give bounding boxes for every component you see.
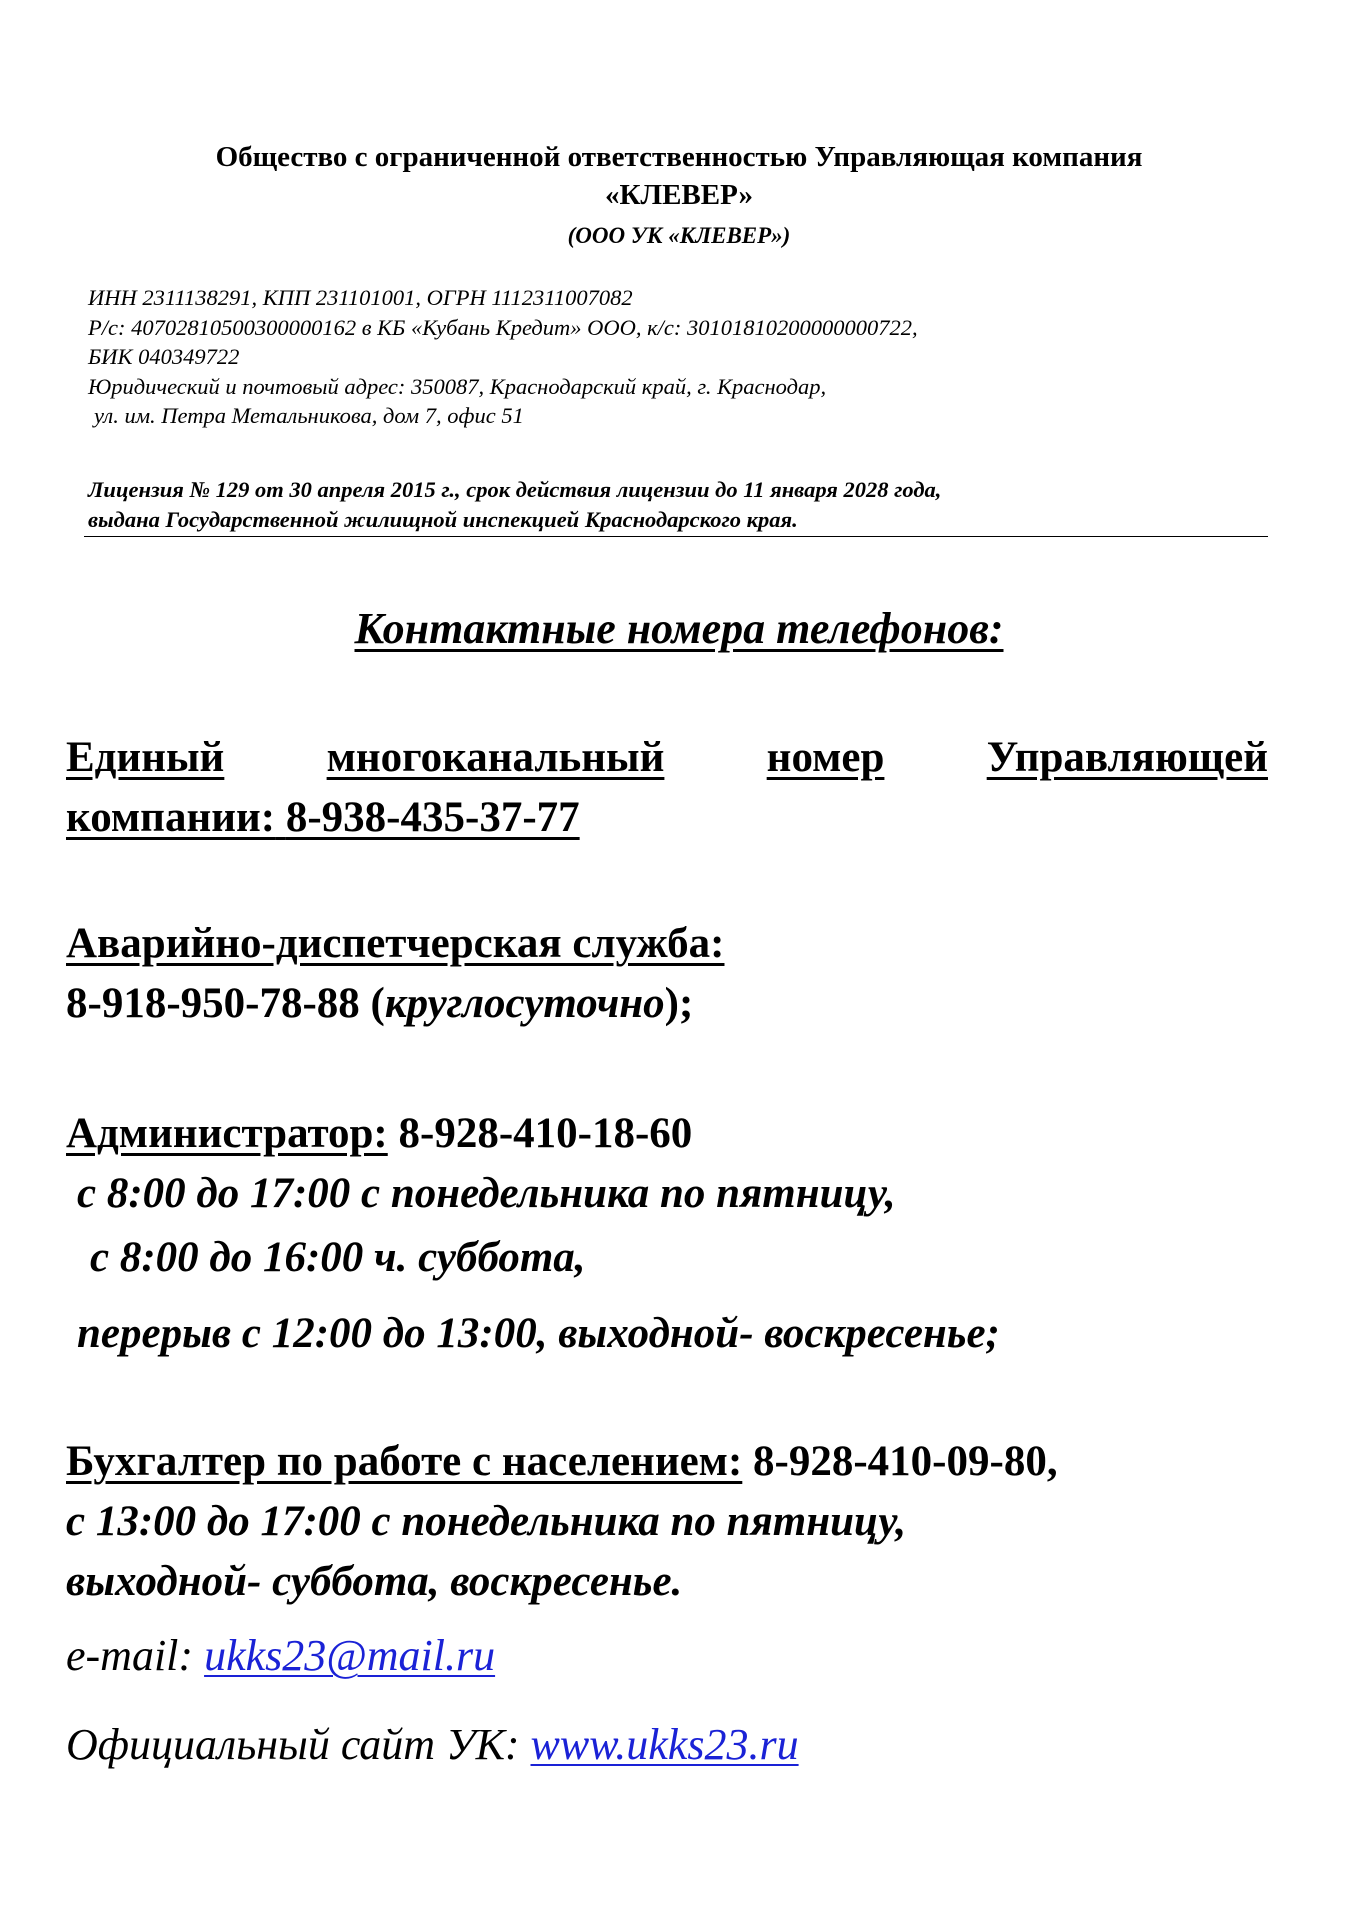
requisites-line: ИНН 2311138291, КПП 231101001, ОГРН 1112311007082: [88, 285, 633, 310]
main-phone-line1: [66, 728, 1268, 788]
requisites-line: БИК 040349722: [88, 344, 240, 369]
admin-schedule-line: с 8:00 до 17:00 с понедельника по пятницу,: [77, 1170, 896, 1217]
main-phone-line2: [66, 788, 1268, 848]
main-phone-block: [66, 728, 1268, 848]
requisites-line: Р/с: 40702810500300000162 в КБ «Кубань Кредит» ООО, к/с: 30101810200000000722,: [88, 314, 918, 340]
org-short-name: (ООО УК «КЛЕВЕР»): [567, 223, 791, 248]
header-divider: [84, 536, 1268, 537]
license-line: выдана Государственной жилищной инспекцией Краснодарского края.: [88, 506, 798, 532]
accountant-line: [66, 1432, 1268, 1492]
contacts-heading-text: Контактные номера телефонов:: [354, 604, 1004, 653]
main-phone-word: многоканальный: [326, 734, 665, 781]
license-block: [88, 475, 1288, 534]
main-phone-number[interactable]: 8-938-435-37-77: [285, 794, 580, 841]
license-line: Лицензия № 129 от 30 апреля 2015 г., срок действия лицензии до 11 января 2028 года,: [88, 477, 942, 502]
email-label: e-mail:: [66, 1631, 194, 1680]
emergency-note: круглосуточно: [384, 980, 665, 1027]
org-name-line1: Общество с ограниченной ответственностью Управляющая компания: [215, 141, 1143, 173]
admin-phone[interactable]: 8-928-410-18-60: [398, 1110, 693, 1157]
emergency-phone[interactable]: 8-918-950-78-88: [66, 980, 360, 1027]
accountant-schedule-line: с 13:00 до 17:00 с понедельника по пятницу,: [66, 1498, 907, 1545]
accountant-block: [66, 1432, 1268, 1612]
requisites-line: Юридический и почтовый адрес: 350087, Краснодарский край, г. Краснодар,: [88, 373, 827, 399]
site-label: Официальный сайт УК:: [66, 1720, 520, 1769]
main-phone-word: Управляющей: [986, 734, 1268, 781]
requisites-block: [88, 283, 1288, 431]
requisites-line: ул. им. Петра Метальникова, дом 7, офис 51: [94, 403, 524, 428]
emergency-open-paren: (: [370, 980, 385, 1027]
site-line: [66, 1717, 799, 1773]
accountant-label: Бухгалтер по работе с населением:: [66, 1438, 743, 1485]
admin-line: [66, 1104, 1268, 1164]
emergency-label: Аварийно-диспетчерская служба:: [66, 920, 725, 967]
accountant-phone[interactable]: 8-928-410-09-80,: [753, 1438, 1058, 1485]
org-name: [0, 138, 1358, 214]
accountant-schedule-line: выходной- суббота, воскресенье.: [66, 1558, 683, 1605]
admin-block: [66, 1104, 1268, 1364]
emergency-phone-line: [66, 974, 1268, 1034]
admin-schedule-line: с 8:00 до 16:00 ч. суббота,: [90, 1234, 586, 1281]
org-name-line2: «КЛЕВЕР»: [604, 179, 754, 211]
main-phone-label-end: компании:: [66, 794, 276, 841]
email-line: [66, 1628, 495, 1684]
admin-schedule-line: перерыв с 12:00 до 13:00, выходной- воскресенье;: [77, 1310, 1000, 1357]
emergency-close: );: [664, 980, 694, 1027]
emergency-block: [66, 914, 1268, 1034]
admin-label: Администратор:: [66, 1110, 388, 1157]
main-phone-word: Единый: [66, 734, 225, 781]
main-phone-word: номер: [766, 734, 885, 781]
site-link[interactable]: www.ukks23.ru: [530, 1720, 799, 1769]
contacts-heading: [0, 602, 1358, 656]
email-link[interactable]: ukks23@mail.ru: [204, 1631, 496, 1680]
